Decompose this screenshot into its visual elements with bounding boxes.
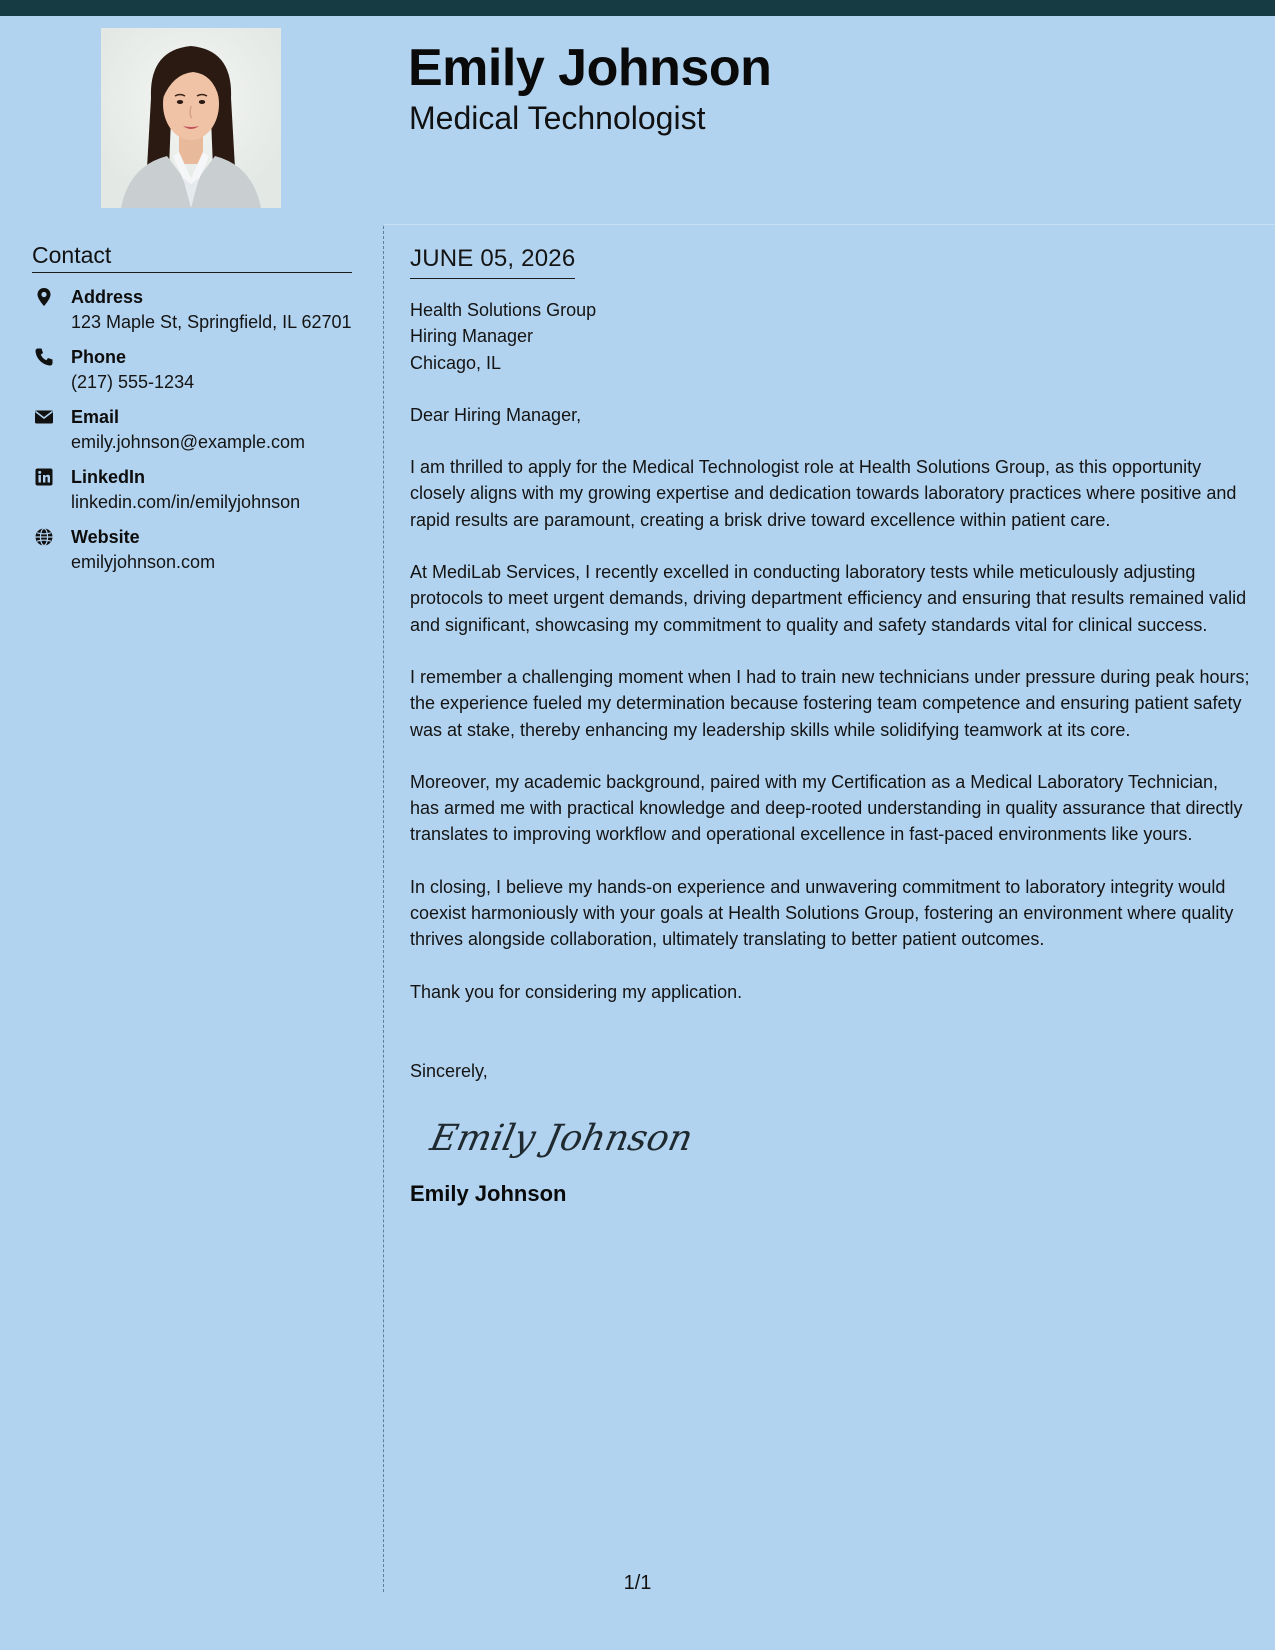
header-divider [384,224,1275,225]
letter-body [410,244,1250,1208]
map-pin-icon [34,287,54,307]
handwritten-signature [426,1106,697,1166]
contact-list [32,285,352,575]
recipient-location: Chicago, IL [410,352,502,373]
body-paragraph: Moreover, my academic background, paired with my Certification as a Medical Laboratory Technician, has armed me with practical knowledge and deep-rooted understanding in quality assurance that directly translates to improving workflow and operational excellence in fast-paced environments like yours. [410,771,1243,845]
applicant-name: Emily Johnson [408,39,772,97]
body-paragraph: In closing, I believe my hands-on experience and unwavering commitment to laboratory integrity would coexist harmoniously with your goals at Health Solutions Group, fostering an environment where quality thrives alongside collaboration, ultimately translating to better patient outcomes. [410,876,1234,950]
closing-thanks: Thank you for considering my application. [410,981,743,1002]
recipient-block [410,297,1250,376]
letter-date: JUNE 05, 2026 [410,244,575,279]
recipient-role: Hiring Manager [410,326,534,347]
body-paragraph: At MediLab Services, I recently excelled in conducting laboratory tests while meticulously adjusting protocols to meet urgent demands, driving department efficiency and ensuring that results remained valid and significant, showcasing my commitment to quality and safety standards vital for clinical success. [410,562,1247,635]
globe-icon [34,527,54,547]
body-paragraph: I remember a challenging moment when I had to train new technicians under pressure during peak hours; the experience fueled my determination because fostering team competence and ensuring patient safety was at stake, thereby enhancing my leadership skills while solidifying teamwork at its core. [410,666,1250,740]
contact-item-phone [32,345,352,395]
column-divider [383,226,384,1592]
contact-item-email [32,405,352,455]
contact-label: Phone [71,347,127,367]
phone-icon [34,347,54,367]
email-value[interactable]: emily.johnson@example.com [71,432,306,452]
signature-text: Emily Johnson [426,1116,697,1160]
contact-sidebar [32,240,352,585]
address-value: 123 Maple St, Springfield, IL 62701 [71,312,352,332]
phone-value: (217) 555-1234 [71,372,195,392]
contact-item-website [32,525,352,575]
contact-item-address [32,285,352,335]
signer-name: Emily Johnson [410,1181,567,1207]
salutation: Dear Hiring Manager, [410,404,582,425]
applicant-job-title: Medical Technologist [409,100,706,136]
linkedin-value[interactable]: linkedin.com/in/emilyjohnson [71,492,301,512]
contact-label: Email [71,407,120,427]
letter-header [0,16,1275,224]
body-paragraph: I am thrilled to apply for the Medical Technologist role at Health Solutions Group, as this opportunity closely aligns with my growing expertise and dedication towards laboratory practices where positive and rapid results are paramount, creating a brisk drive toward excellence within patient care. [410,457,1237,530]
linkedin-icon [34,467,54,487]
website-value[interactable]: emilyjohnson.com [71,552,216,572]
contact-heading: Contact [32,240,352,273]
contact-label: Address [71,287,144,307]
valediction: Sincerely, [410,1060,488,1081]
profile-photo [101,28,281,208]
contact-item-linkedin [32,465,352,515]
top-accent-bar [0,0,1275,16]
contact-label: LinkedIn [71,467,146,487]
envelope-icon [34,407,54,427]
page-number: 1/1 [623,1572,652,1594]
recipient-company: Health Solutions Group [410,300,597,320]
contact-label: Website [71,527,140,547]
